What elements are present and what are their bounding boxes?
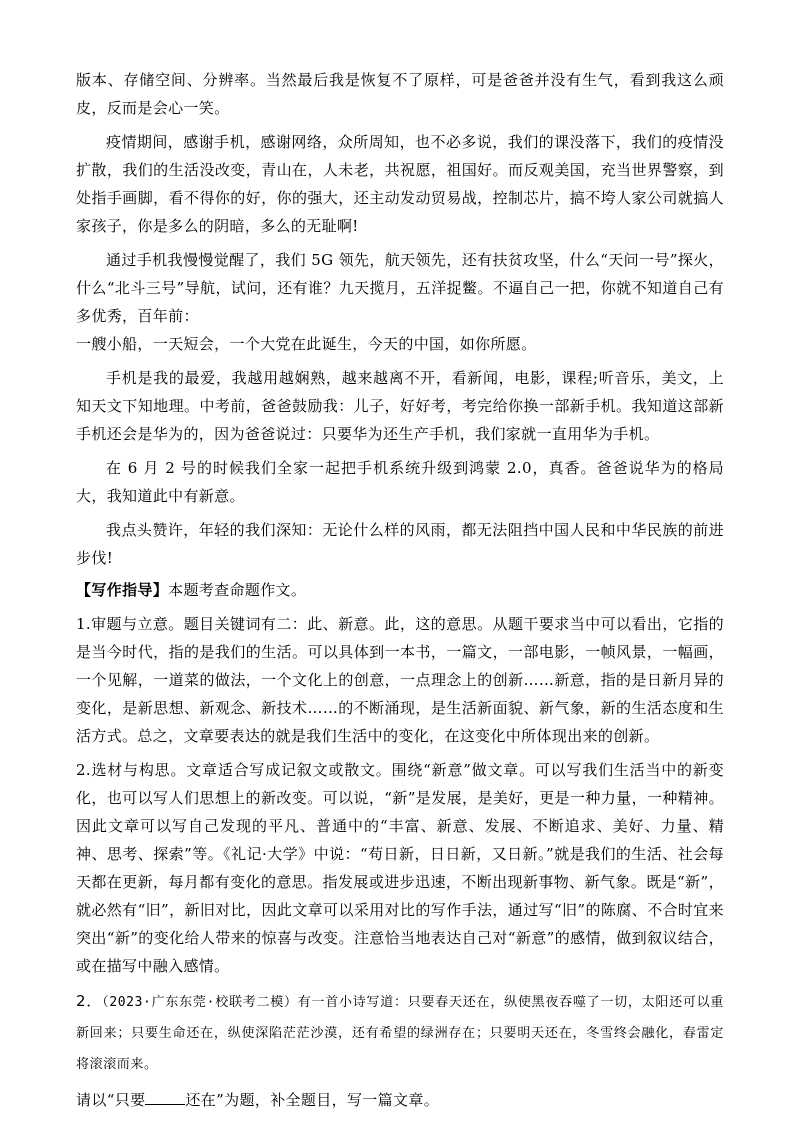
essay-paragraph-1: 疫情期间，感谢手机，感谢网络，众所周知，也不必多说，我们的课没落下，我们的疫情没扩散，我们的生活没改变，青山在，人未老，共祝愿，祖国好。而反观美国，充当世界警察，到处指手画脚，看不得你的好，你的强大，还主动发动贸易战，控制芯片，搞不垮人家公司就搞人家孩子，你是多么的阴暗，多么的无耻啊! — [76, 133, 724, 235]
essay-paragraph-0: 版本、存储空间、分辨率。当然最后我是恢复不了原样，可是爸爸并没有生气，看到我这么顽皮，反而是会心一笑。 — [76, 71, 724, 117]
prompt-after: 还在”为题，补全题目，写一篇文章。 — [185, 1091, 440, 1109]
content-body — [76, 66, 724, 1114]
question-2 — [76, 986, 724, 1080]
guide-heading — [76, 576, 724, 604]
essay-paragraph-3: 手机是我的最爱，我越用越娴熟，越来越离不开，看新闻，电影，课程;听音乐，美文，上知天文下知地理。中考前，爸爸鼓励我：儿子，好好考，考完给你换一部新手机。我知道这部新手机还会是华为的，因为爸爸说过：只要华为还生产手机，我们家就一直用华为手机。 — [76, 369, 724, 443]
question-text: （2023·广东东莞·校联考二模）有一首小诗写道：只要春天还在，纵使黑夜吞噬了一切，太阳还可以重新回来；只要生命还在，纵使深陷茫茫沙漠，还有希望的绿洲存在；只要明天还在，冬雪终会融化，春雷定将滚滚而来。 — [76, 995, 724, 1072]
guide-intro: 本题考查命题作文。 — [168, 581, 307, 599]
prompt-before: 请以“只要 — [76, 1091, 146, 1109]
essay-paragraph-2: 通过手机我慢慢觉醒了，我们 5G 领先，航天领先，还有扶贫攻坚，什么“天问一号”探火，什么“北斗三号”导航，试问，还有谁？九天揽月，五洋捉鳖。不逼自己一把，你就不知道自己有多优秀，百年前： — [76, 251, 724, 325]
guide-section-2: 2.选材与构思。文章适合写成记叙文或散文。围绕“新意”做文章。可以写我们生活当中的新变化，也可以写人们思想上的新改变。可以说，“新”是发展，是美好，更是一种力量，一种精神。因此文章可以写自己发现的平凡、普通中的“丰富、新意、发展、不断追求、美好、力量、精神、思考、探索”等。《礼记·大学》中说：“苟日新，日日新，又日新。”就是我们的生活、社会每天都在更新，每月都有变化的意思。指发展或进步迅速，不断出现新事物、新气象。既是“新”，就必然有“旧”，新旧对比，因此文章可以采用对比的写作手法，通过写“旧”的陈腐、不合时宜来突出“新”的变化给人带来的惊喜与改变。注意恰当地表达自己对“新意”的感情，做到叙议结合，或在描写中融入感情。 — [76, 761, 724, 975]
guide-label: 【写作指导】 — [76, 581, 169, 599]
question-number: 2． — [76, 992, 103, 1010]
guide-section-1: 1.审题与立意。题目关键词有二：此、新意。此，这的意思。从题干要求当中可以看出，它指的是当今时代，指的是我们的生活。可以具体到一本书，一篇文，一部电影，一帧风景，一幅画，一个见解，一道菜的做法，一个文化上的创意，一点理念上的创新……新意，指的是日新月异的变化，是新思想、新观念、新技术……的不断涌现，是生活新面貌、新气象，新的生活态度和生活方式。总之，文章要表达的就是我们生活中的变化，在这变化中所体现出来的创新。 — [76, 615, 724, 745]
fill-in-blank — [145, 1090, 185, 1105]
essay-paragraph-2b: 一艘小船，一天短会，一个大党在此诞生，今天的中国，如你所愿。 — [76, 335, 537, 353]
essay-paragraph-4: 在 6 月 2 号的时候我们全家一起把手机系统升级到鸿蒙 2.0，真香。爸爸说华为的格局大，我知道此中有新意。 — [76, 459, 724, 505]
essay-paragraph-5: 我点头赞许，年轻的我们深知：无论什么样的风雨，都无法阻挡中国人民和中华民族的前进步伐! — [76, 521, 724, 567]
question-prompt — [76, 1086, 724, 1114]
